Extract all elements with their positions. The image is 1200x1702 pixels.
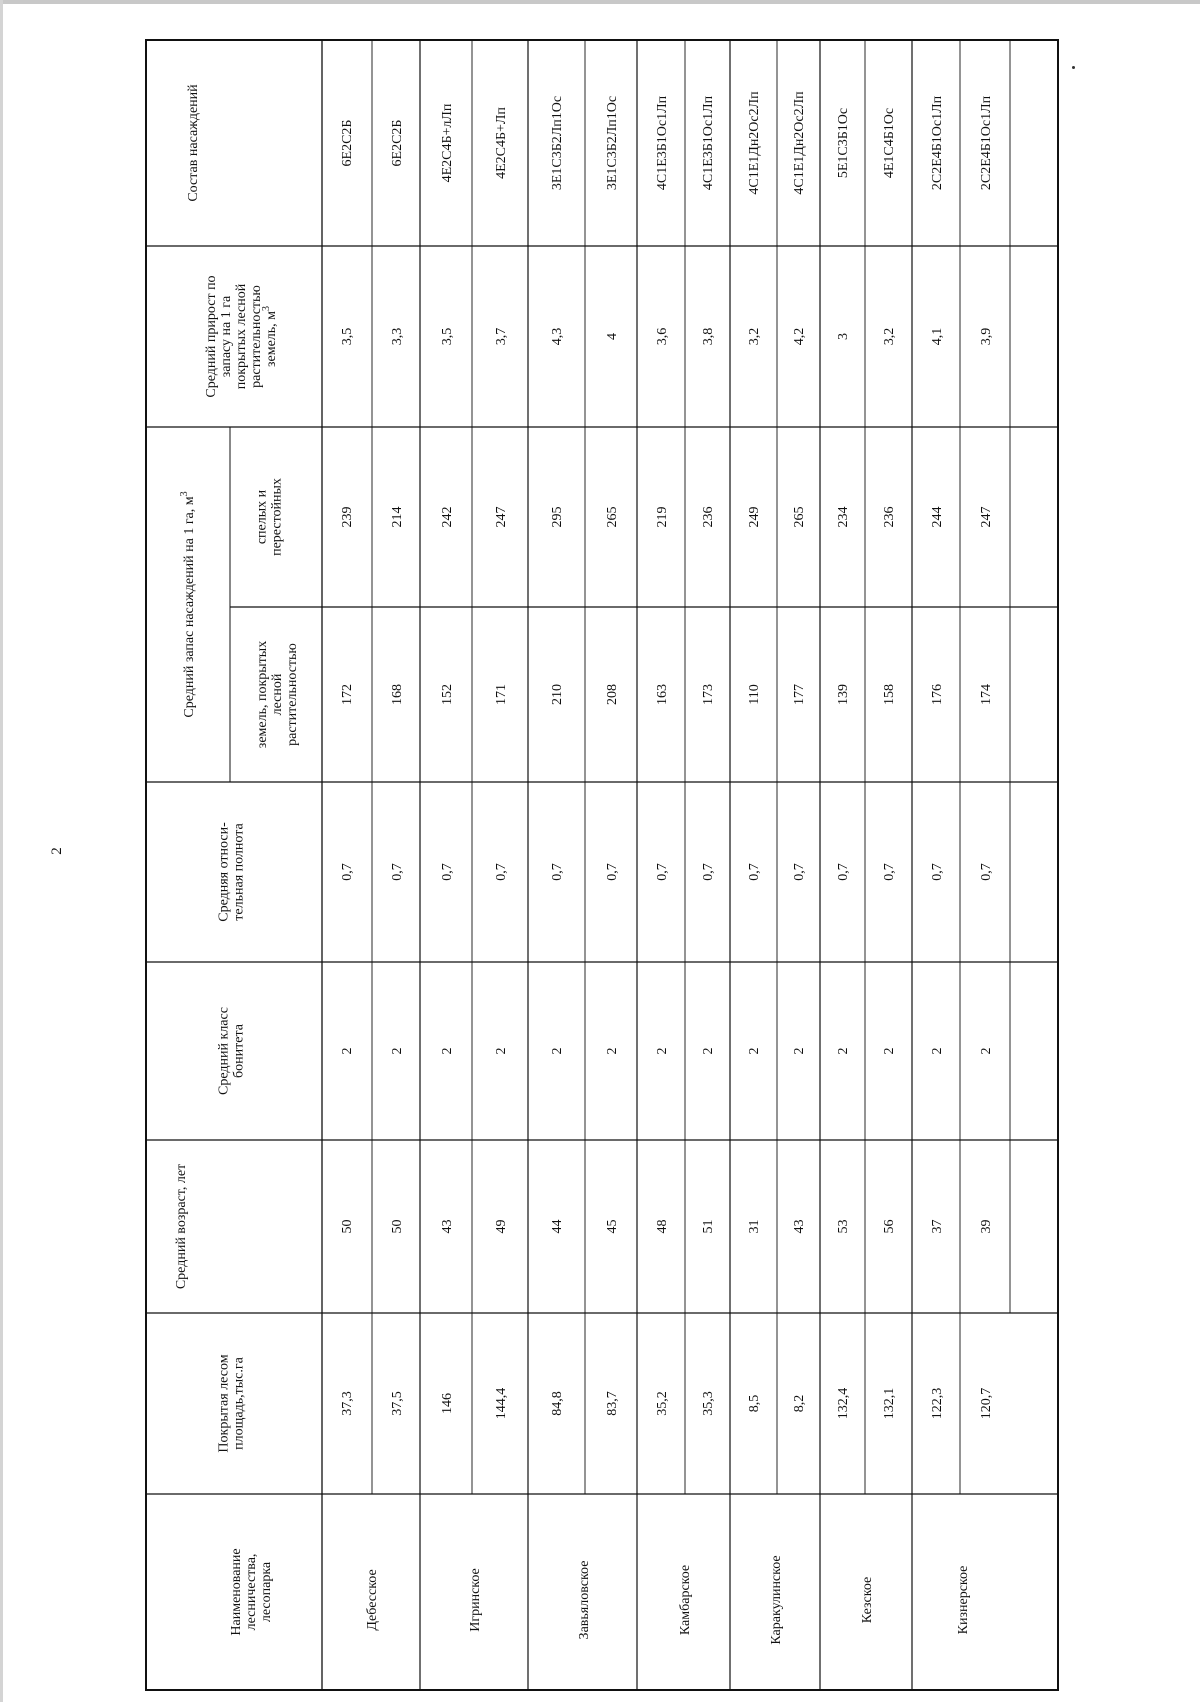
cell-density-group	[792, 863, 807, 881]
forestry-name: Завьяловское	[577, 1560, 592, 1640]
cell-composition-group	[655, 95, 670, 190]
forestry-name-group	[956, 1566, 971, 1635]
cell-bonitet: 2	[930, 1047, 945, 1055]
cell-increment-group	[836, 333, 851, 340]
cell-density: 0,7	[701, 863, 716, 881]
cell-density-group	[494, 863, 509, 881]
cell-bonitet: 2	[655, 1047, 670, 1055]
cell-area-group	[701, 1391, 716, 1416]
cell-area: 146	[440, 1393, 455, 1414]
cell-density-group	[882, 863, 897, 881]
cell-stock-forest-group	[930, 684, 945, 705]
cell-age-group	[440, 1220, 455, 1234]
cell-age: 43	[440, 1219, 455, 1234]
cell-density: 0,7	[390, 863, 405, 881]
header-stock-group-superscript: 3	[179, 491, 190, 497]
forestry-name-group	[577, 1561, 592, 1640]
cell-area: 37,5	[390, 1391, 405, 1416]
cell-stock-mature: 239	[340, 506, 355, 528]
cell-age-group	[390, 1220, 405, 1234]
cell-composition-group	[747, 91, 762, 195]
header-name: лесничества,	[244, 1553, 259, 1631]
cell-area-group	[494, 1388, 509, 1420]
cell-density: 0,7	[440, 863, 455, 881]
cell-increment: 4,1	[930, 327, 945, 346]
cell-composition: 4С1Е3Б1Ос1Лп	[701, 95, 716, 191]
cell-composition-group	[792, 91, 807, 195]
cell-stock-forest: 174	[979, 684, 994, 705]
cell-stock-forest-group	[882, 684, 897, 705]
cell-increment-group	[792, 328, 807, 346]
cell-increment-group	[701, 328, 716, 346]
cell-area: 37,3	[340, 1391, 355, 1416]
cell-stock-mature-group	[440, 507, 455, 528]
header-stock-mature-group	[255, 478, 285, 556]
header-name-group	[229, 1548, 274, 1635]
header-name: лесопарка	[259, 1561, 274, 1623]
cell-increment: 3,9	[979, 327, 994, 346]
cell-area-group	[655, 1391, 670, 1416]
cell-stock-forest-group	[390, 684, 405, 705]
header-increment: запасу на 1 га	[219, 295, 234, 378]
cell-increment-group	[605, 333, 620, 340]
header-area-group	[217, 1354, 247, 1452]
header-increment-superscript: 3	[261, 305, 272, 311]
cell-increment-group	[979, 328, 994, 346]
cell-bonitet: 2	[340, 1047, 355, 1055]
header-composition-group	[186, 84, 201, 202]
cell-age-group	[340, 1220, 355, 1234]
cell-stock-mature-group	[655, 507, 670, 528]
cell-stock-forest: 177	[792, 684, 807, 705]
cell-stock-mature: 295	[550, 506, 565, 528]
cell-age: 56	[882, 1219, 897, 1234]
cell-composition: 3Е1С3Б2Лп1Ос	[550, 95, 565, 191]
cell-area-group	[882, 1388, 897, 1420]
cell-bonitet: 2	[390, 1047, 405, 1055]
cell-stock-forest-group	[979, 684, 994, 705]
header-area: Покрытая лесом	[216, 1354, 232, 1453]
cell-density: 0,7	[979, 863, 994, 881]
cell-bonitet-group	[882, 1048, 897, 1055]
page-number: 2	[49, 847, 65, 855]
cell-increment: 3,7	[494, 327, 509, 346]
cell-bonitet-group	[836, 1048, 851, 1055]
cell-bonitet: 2	[792, 1047, 807, 1055]
cell-area-group	[440, 1393, 455, 1414]
cell-stock-forest: 171	[494, 684, 509, 705]
cell-age: 53	[836, 1219, 851, 1234]
header-bonitet: Средний класс	[216, 1007, 232, 1095]
cell-bonitet: 2	[836, 1047, 851, 1055]
cell-composition: 2С2Е4Б1Ос1Лп	[979, 95, 994, 191]
cell-stock-mature: 265	[605, 506, 620, 528]
cell-bonitet-group	[340, 1048, 355, 1055]
cell-density-group	[550, 863, 565, 881]
cell-stock-forest-group	[550, 684, 565, 705]
cell-composition: 4Е2С4Б+лЛп	[440, 103, 455, 183]
cell-stock-forest-group	[494, 684, 509, 705]
cell-stock-mature-group	[792, 507, 807, 528]
cell-area-group	[836, 1388, 851, 1420]
cell-area-group	[747, 1395, 762, 1413]
cell-age: 44	[550, 1219, 565, 1234]
cell-increment-group	[440, 328, 455, 346]
cell-age-group	[655, 1220, 670, 1234]
cell-bonitet-group	[494, 1048, 509, 1055]
cell-stock-mature: 236	[882, 506, 897, 528]
cell-area: 35,3	[701, 1391, 716, 1416]
cell-bonitet: 2	[494, 1047, 509, 1055]
cell-composition: 5Е1С3Б1Ос	[836, 107, 851, 179]
cell-area: 35,2	[655, 1391, 670, 1416]
forestry-name-group	[468, 1568, 483, 1632]
cell-composition-group	[836, 108, 851, 178]
cell-bonitet: 2	[747, 1047, 762, 1055]
cell-increment: 4	[605, 333, 620, 340]
cell-bonitet: 2	[701, 1047, 716, 1055]
cell-age: 37	[930, 1219, 945, 1234]
cell-stock-forest: 110	[747, 684, 762, 705]
cell-bonitet: 2	[550, 1047, 565, 1055]
forestry-name-group	[860, 1577, 875, 1623]
cell-stock-mature: 214	[390, 506, 405, 528]
header-stock-group: Средний запас насаждений на 1 га, $м^3$	[179, 491, 197, 718]
cell-stock-forest-group	[340, 684, 355, 705]
cell-bonitet-group	[390, 1048, 405, 1055]
cell-area: 144,4	[494, 1387, 509, 1420]
forestry-name-group	[365, 1569, 380, 1630]
cell-bonitet-group	[979, 1048, 994, 1055]
cell-age: 51	[701, 1219, 716, 1234]
cell-age: 50	[390, 1219, 405, 1234]
header-stock-forest: лесной	[270, 673, 285, 716]
cell-density: 0,7	[792, 863, 807, 881]
cell-density: 0,7	[494, 863, 509, 881]
forestry-name-group	[769, 1555, 784, 1644]
cell-stock-mature: 247	[979, 506, 994, 528]
cell-stock-mature-group	[550, 507, 565, 528]
cell-composition-group	[390, 120, 405, 167]
cell-area: 8,5	[747, 1394, 762, 1413]
header-increment-group	[204, 275, 279, 397]
forestry-name: Камбарское	[678, 1564, 693, 1636]
cell-stock-mature-group	[979, 507, 994, 528]
cell-age: 43	[792, 1219, 807, 1234]
cell-stock-mature-group	[930, 507, 945, 528]
cell-age: 50	[340, 1219, 355, 1234]
cell-stock-forest-group	[605, 684, 620, 705]
cell-composition: 4Е1С4Б1Ос	[882, 107, 897, 179]
cell-composition-group	[605, 96, 620, 190]
cell-stock-forest: 208	[605, 684, 620, 705]
cell-stock-mature-group	[605, 507, 620, 528]
cell-stock-mature: 244	[930, 506, 945, 528]
cell-age-group	[792, 1220, 807, 1234]
cell-density-group	[440, 863, 455, 881]
cell-stock-forest: 168	[390, 684, 405, 705]
header-stock-group-group	[179, 491, 197, 717]
header-composition: Состав насаждений	[186, 84, 201, 202]
cell-density: 0,7	[747, 863, 762, 881]
cell-stock-mature: 242	[440, 506, 455, 528]
cell-age: 39	[979, 1219, 994, 1234]
cell-increment-group	[655, 328, 670, 346]
cell-stock-mature-group	[747, 507, 762, 528]
header-age-group	[174, 1164, 189, 1289]
header-density-group	[217, 822, 247, 922]
cell-stock-forest: 172	[340, 684, 355, 705]
cell-stock-forest-group	[701, 684, 716, 705]
cell-stock-mature-group	[836, 507, 851, 528]
cell-stock-forest: 139	[836, 684, 851, 705]
cell-stock-mature: 247	[494, 506, 509, 528]
cell-bonitet-group	[930, 1048, 945, 1055]
cell-composition: 3Е1С3Б2Лп1Ос	[605, 95, 620, 191]
header-age: Средний возраст, лет	[174, 1163, 189, 1290]
cell-area: 122,3	[930, 1387, 945, 1420]
cell-bonitet: 2	[440, 1047, 455, 1055]
cell-area-group	[390, 1391, 405, 1416]
cell-stock-mature: 234	[836, 506, 851, 528]
header-bonitet-group	[217, 1007, 247, 1095]
cell-bonitet: 2	[882, 1047, 897, 1055]
cell-bonitet-group	[655, 1048, 670, 1055]
cell-increment: 3	[836, 333, 851, 340]
cell-increment-group	[747, 328, 762, 346]
cell-density: 0,7	[550, 863, 565, 881]
cell-stock-forest-group	[655, 684, 670, 705]
cell-increment: 3,5	[440, 327, 455, 346]
cell-increment-group	[340, 328, 355, 346]
cell-age: 49	[494, 1219, 509, 1234]
cell-density: 0,7	[836, 863, 851, 881]
cell-composition-group	[494, 107, 509, 179]
cell-density: 0,7	[655, 863, 670, 881]
cell-stock-mature-group	[882, 507, 897, 528]
header-stock-mature: перестойных	[269, 478, 285, 556]
cell-composition-group	[340, 120, 355, 167]
cell-composition: 6Е2С2Б	[340, 119, 355, 167]
cell-increment-group	[550, 328, 565, 346]
cell-stock-forest-group	[747, 684, 762, 704]
cell-age-group	[882, 1220, 897, 1234]
cell-stock-forest: 173	[701, 684, 716, 705]
cell-stock-forest: 158	[882, 684, 897, 705]
cell-stock-mature: 265	[792, 506, 807, 528]
cell-stock-mature: 236	[701, 506, 716, 528]
cell-composition: 4Е2С4Б+Лп	[494, 107, 509, 179]
cell-area-group	[550, 1391, 565, 1416]
cell-bonitet-group	[605, 1048, 620, 1055]
cell-stock-forest: 152	[440, 684, 455, 705]
cell-stock-mature-group	[494, 507, 509, 528]
cell-density-group	[390, 863, 405, 881]
cell-composition-group	[701, 95, 716, 190]
table-border	[146, 40, 1058, 1690]
forestry-name: Дебесское	[365, 1569, 380, 1631]
header-increment: земель, $м^3$	[261, 305, 279, 368]
cell-age-group	[979, 1220, 994, 1234]
cell-age-group	[550, 1220, 565, 1234]
cell-stock-forest-group	[792, 684, 807, 705]
cell-area: 8,2	[792, 1394, 807, 1413]
cell-area: 83,7	[605, 1391, 620, 1416]
cell-composition: 6Е2С2Б	[390, 119, 405, 167]
cell-bonitet: 2	[979, 1047, 994, 1055]
cell-composition-group	[440, 103, 455, 182]
cell-age-group	[930, 1220, 945, 1234]
cell-density-group	[979, 863, 994, 881]
cell-bonitet-group	[440, 1048, 455, 1055]
header-increment: растительностью	[249, 285, 264, 388]
cell-composition-group	[550, 96, 565, 190]
cell-bonitet-group	[701, 1048, 716, 1055]
forestry-name: Игринское	[468, 1568, 483, 1632]
header-stock-forest-group	[255, 641, 300, 748]
cell-composition: 4С1Е1Дн2Ос2Лп	[747, 91, 762, 195]
cell-composition: 4С1Е3Б1Ос1Лп	[655, 95, 670, 191]
cell-composition-group	[930, 95, 945, 190]
cell-density-group	[701, 863, 716, 881]
cell-composition-group	[882, 108, 897, 178]
cell-area-group	[792, 1395, 807, 1413]
cell-density-group	[340, 863, 355, 881]
cell-increment: 3,2	[747, 327, 762, 346]
cell-increment: 4,3	[550, 327, 565, 346]
cell-composition-group	[979, 95, 994, 190]
forestry-name: Кизнерское	[956, 1565, 971, 1635]
forestry-name-group	[678, 1565, 693, 1635]
header-bonitet: бонитета	[231, 1024, 247, 1078]
cell-stock-mature-group	[390, 507, 405, 528]
cell-density: 0,7	[882, 863, 897, 881]
cell-density-group	[930, 863, 945, 881]
cell-area: 132,4	[836, 1387, 851, 1420]
cell-age-group	[605, 1220, 620, 1234]
cell-increment: 3,3	[390, 327, 405, 346]
cell-area-group	[930, 1388, 945, 1420]
header-stock-forest: растительностью	[285, 643, 300, 746]
header-increment: покрытых лесной	[234, 283, 249, 390]
cell-stock-forest: 210	[550, 684, 565, 705]
forestry-name: Кезское	[860, 1576, 875, 1624]
cell-stock-mature-group	[340, 507, 355, 528]
cell-density-group	[655, 863, 670, 881]
header-increment: Средний прирост по	[204, 275, 219, 398]
header-density: Средняя относи-	[216, 822, 232, 922]
cell-area-group	[340, 1391, 355, 1416]
cell-increment-group	[494, 328, 509, 346]
cell-age-group	[747, 1220, 762, 1234]
header-density: тельная полнота	[231, 823, 247, 921]
cell-increment: 3,5	[340, 327, 355, 346]
cell-age: 45	[605, 1219, 620, 1234]
header-area: площадь,тыс.га	[231, 1357, 247, 1450]
cell-area-group	[605, 1391, 620, 1416]
cell-composition: 4С1Е1Дн2Ос2Лп	[792, 91, 807, 195]
cell-stock-forest: 176	[930, 684, 945, 705]
cell-bonitet-group	[550, 1048, 565, 1055]
cell-increment: 3,8	[701, 327, 716, 346]
cell-bonitet-group	[747, 1048, 762, 1055]
cell-stock-mature-group	[701, 507, 716, 528]
cell-increment: 3,2	[882, 327, 897, 346]
cell-increment: 4,2	[792, 327, 807, 346]
cell-age: 48	[655, 1219, 670, 1234]
cell-stock-mature: 219	[655, 506, 670, 528]
cell-density: 0,7	[340, 863, 355, 881]
header-stock-forest: земель, покрытых	[255, 640, 270, 749]
cell-age-group	[836, 1220, 851, 1234]
cell-stock-forest: 163	[655, 684, 670, 705]
cell-increment: 3,6	[655, 327, 670, 346]
cell-stock-mature: 249	[747, 506, 762, 528]
cell-density: 0,7	[930, 863, 945, 881]
cell-area-group	[979, 1388, 994, 1420]
cell-area: 120,7	[979, 1387, 994, 1420]
cell-increment-group	[930, 328, 945, 346]
cell-age-group	[701, 1220, 716, 1234]
cell-stock-forest-group	[440, 684, 455, 705]
cell-density-group	[747, 863, 762, 881]
header-name: Наименование	[229, 1548, 244, 1636]
cell-increment-group	[390, 328, 405, 346]
cell-bonitet-group	[792, 1048, 807, 1055]
cell-increment-group	[882, 328, 897, 346]
cell-density-group	[836, 863, 851, 881]
cell-area: 132,1	[882, 1387, 897, 1420]
cell-age: 31	[747, 1219, 762, 1234]
cell-stock-forest-group	[836, 684, 851, 705]
cell-composition: 2С2Е4Б1Ос1Лп	[930, 95, 945, 191]
cell-age-group	[494, 1220, 509, 1234]
forestry-name: Каракулинское	[769, 1555, 784, 1645]
cell-density: 0,7	[605, 863, 620, 881]
cell-bonitet: 2	[605, 1047, 620, 1055]
cell-density-group	[605, 863, 620, 881]
cell-area: 84,8	[550, 1391, 565, 1416]
header-stock-mature: спелых и	[254, 489, 270, 545]
